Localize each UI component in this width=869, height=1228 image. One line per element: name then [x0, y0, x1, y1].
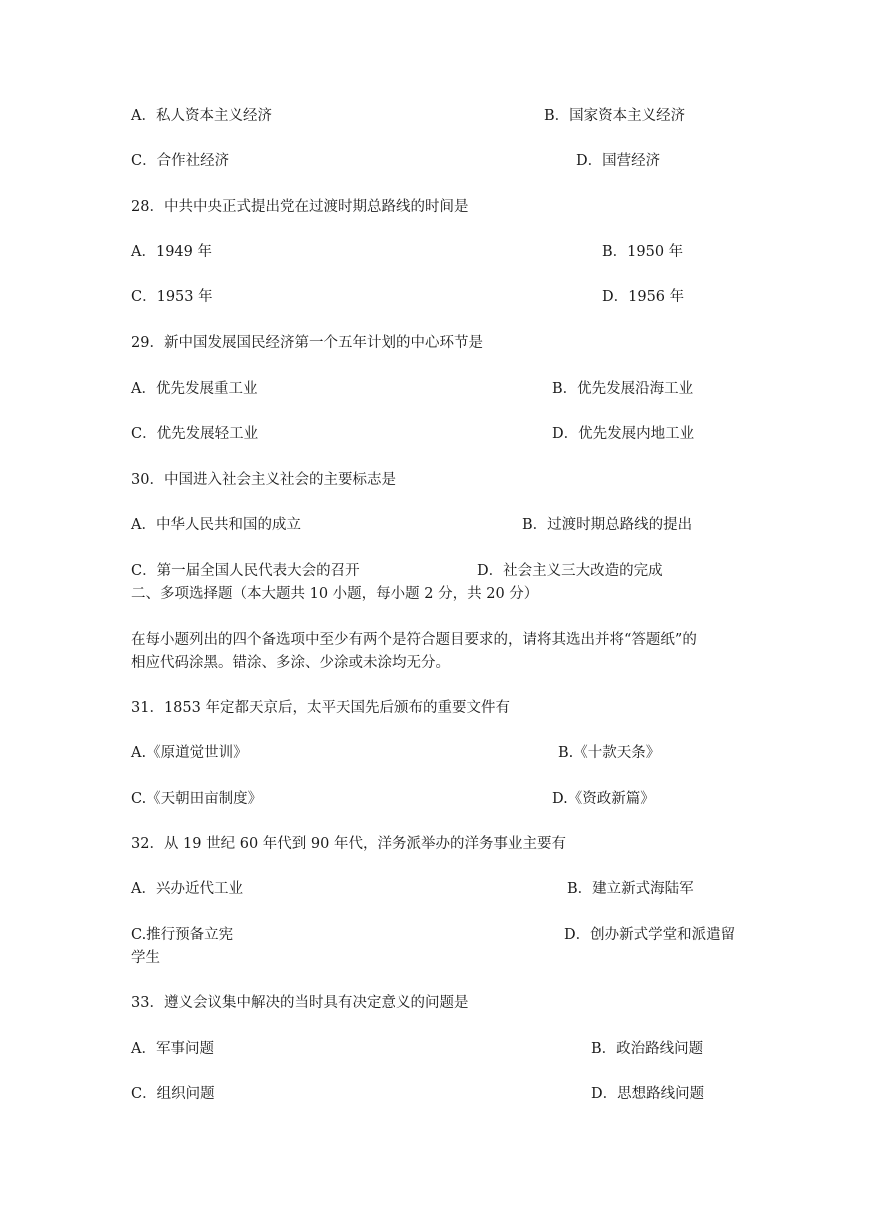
q32-option-a: A．兴办近代工业 [131, 881, 243, 897]
q33-option-a: A．军事问题 [131, 1041, 214, 1057]
section2-heading: 二、多项选择题（本大题共 10 小题，每小题 2 分，共 20 分） [131, 586, 539, 602]
q29-stem: 29．新中国发展国民经济第一个五年计划的中心环节是 [131, 335, 483, 351]
q32-option-d: D．创办新式学堂和派遣留 [564, 927, 736, 943]
q31-option-a: A.《原道觉世训》 [131, 745, 248, 761]
q29-option-d: D．优先发展内地工业 [552, 426, 695, 442]
q27-option-d: D．国营经济 [576, 153, 661, 169]
q31-stem: 31．1853 年定都天京后，太平天国先后颁布的重要文件有 [131, 700, 510, 716]
q33-option-d: D．思想路线问题 [591, 1086, 705, 1102]
section2-instruction-line2: 相应代码涂黑。错涂、多涂、少涂或未涂均无分。 [131, 655, 450, 671]
q30-stem: 30．中国进入社会主义社会的主要标志是 [131, 472, 396, 488]
q33-option-b: B．政治路线问题 [591, 1041, 704, 1057]
q27-option-b: B．国家资本主义经济 [544, 108, 686, 124]
q32-option-d-continuation: 学生 [131, 950, 160, 966]
q28-stem: 28．中共中央正式提出党在过渡时期总路线的时间是 [131, 199, 469, 215]
q30-option-a: A．中华人民共和国的成立 [131, 517, 301, 533]
q28-option-a: A．1949 年 [131, 244, 212, 260]
q32-option-b: B．建立新式海陆军 [567, 881, 694, 897]
section2-instruction-line1: 在每小题列出的四个备选项中至少有两个是符合题目要求的，请将其选出并将“答题纸”的 [131, 632, 697, 648]
q27-option-a: A．私人资本主义经济 [131, 108, 272, 124]
q30-option-d: D．社会主义三大改造的完成 [477, 563, 663, 579]
q31-option-d: D.《资政新篇》 [552, 791, 655, 807]
q33-option-c: C．组织问题 [131, 1086, 215, 1102]
q31-option-c: C.《天朝田亩制度》 [131, 791, 263, 807]
q27-option-c: C．合作社经济 [131, 153, 230, 169]
q30-option-b: B．过渡时期总路线的提出 [522, 517, 693, 533]
q30-option-c: C．第一届全国人民代表大会的召开 [131, 563, 360, 579]
q28-option-c: C．1953 年 [131, 289, 213, 305]
q29-option-c: C．优先发展轻工业 [131, 426, 259, 442]
q31-option-b: B.《十款天条》 [558, 745, 661, 761]
q32-stem: 32．从 19 世纪 60 年代到 90 年代，洋务派举办的洋务事业主要有 [131, 836, 566, 852]
q32-option-c: C.推行预备立宪 [131, 927, 234, 943]
q28-option-b: B．1950 年 [602, 244, 684, 260]
q29-option-b: B．优先发展沿海工业 [552, 381, 694, 397]
q29-option-a: A．优先发展重工业 [131, 381, 258, 397]
q33-stem: 33．遵义会议集中解决的当时具有决定意义的问题是 [131, 995, 469, 1011]
q28-option-d: D．1956 年 [602, 289, 685, 305]
